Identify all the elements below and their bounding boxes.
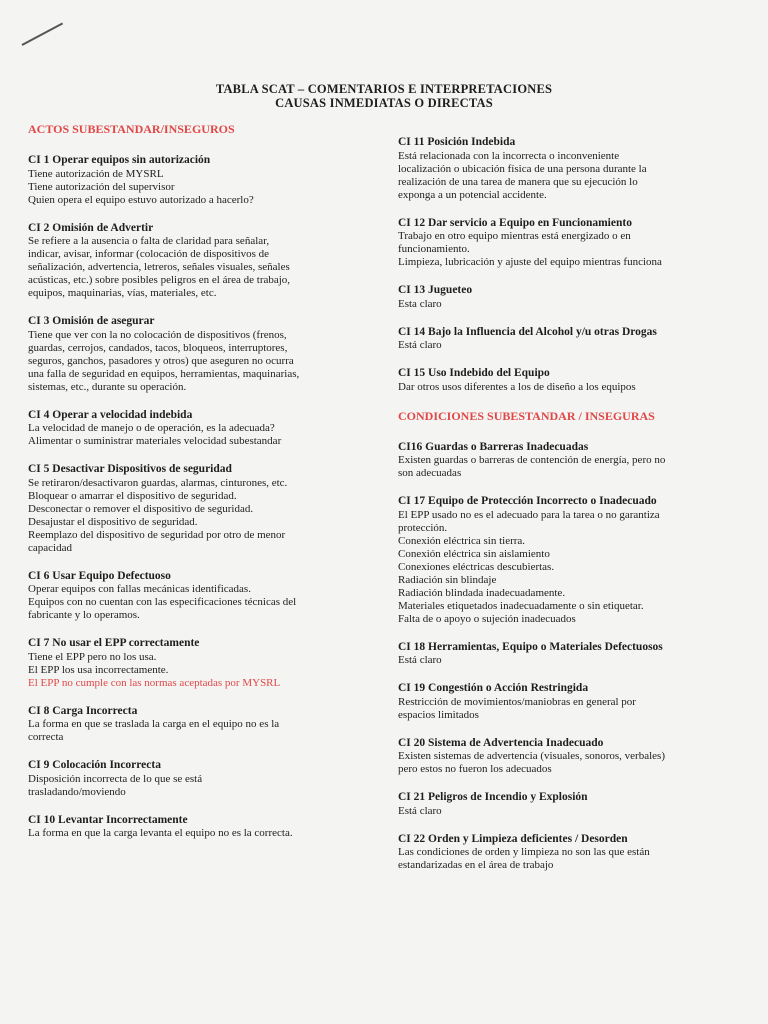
cause-description-line: Conexión eléctrica sin tierra. [398,534,526,547]
cause-title: CI 2 Omisión de Advertir [28,221,154,234]
cause-item [398,284,743,311]
cause-title: CI 1 Operar equipos sin autorización [28,154,211,166]
cause-item [398,495,743,626]
cause-description-line: Existen sistemas de advertencia (visuales, sonoros, verbales) [398,750,665,762]
cause-description-line: Radiación blindada inadecuadamente. [398,586,566,599]
cause-description-line: Trabajo en otro equipo mientras está energizado o en [398,230,631,242]
cause-title: CI 13 Jugueteo [398,284,473,296]
cause-item [398,367,743,394]
cause-item [398,641,743,668]
cause-description-line: localización o ubicación física de una persona durante la [398,162,647,175]
cause-description-line: Radiación sin blindaje [398,573,497,586]
cause-item [398,791,743,818]
cause-description-line: Desconectar o remover el dispositivo de seguridad. [28,502,254,515]
cause-description-line: Está claro [398,339,442,351]
cause-description-line: Desajustar el dispositivo de seguridad. [28,515,198,528]
cause-description-line: señalización, advertencia, letreros, señales visuales, señales [28,261,290,273]
right-column [398,136,743,887]
cause-description-line: Las condiciones de orden y limpieza no son las que están [398,846,650,858]
cause-description-line: son adecuadas [398,467,462,479]
header-subtitle: CAUSAS INMEDIATAS O DIRECTAS [275,96,493,110]
cause-description-line: Quien opera el equipo estuvo autorizado a hacerlo? [28,193,254,206]
cause-item [398,136,743,202]
cause-description-line: Está claro [398,654,442,666]
cause-description-line: exponga a un potencial accidente. [398,188,547,201]
cause-title: CI 8 Carga Incorrecta [28,704,138,717]
cause-description-line: una falla de seguridad en equipos, herramientas, maquinarias, [28,367,300,380]
cause-title: CI 11 Posición Indebida [398,136,516,148]
cause-description-line: Alimentar o suministrar materiales velocidad subestandar [28,435,282,447]
cause-item [398,737,743,777]
cause-item [398,682,743,722]
cause-description-line: estandarizadas en el área de trabajo [398,859,554,871]
cause-title: CI 9 Colocación Incorrecta [28,759,161,771]
cause-description-line: indicar, avisar, informar (colocación de dispositivos de [28,248,270,260]
cause-description-line: Tiene que ver con la no colocación de dispositivos (frenos, [28,328,287,341]
cause-highlight-line: El EPP no cumple con las normas aceptadas por MYSRL [28,676,281,689]
cause-description-line: Falta de o apoyo o sujeción inadecuados [398,612,576,625]
cause-item [28,463,363,555]
cause-description-line: pero estos no fueron los adecuados [398,763,552,775]
cause-description-line: Tiene autorización de MYSRL [28,167,164,180]
cause-title: CI 3 Omisión de asegurar [28,315,155,327]
cause-description-line: trasladando/moviendo [28,785,126,798]
cause-description-line: Está claro [398,804,442,817]
cause-title: CI 19 Congestión o Acción Restringida [398,682,589,694]
cause-title: CI 12 Dar servicio a Equipo en Funcionamiento [398,216,632,229]
cause-description-line: protección. [398,521,448,534]
cause-description-line: La velocidad de manejo o de operación, es la adecuada? [28,422,275,434]
cause-title: CI 6 Usar Equipo Defectuoso [28,569,171,582]
cause-description-line: El EPP usado no es el adecuado para la tarea o no garantiza [398,508,660,521]
cause-title: CI 22 Orden y Limpieza deficientes / Desorden [398,832,628,845]
cause-description-line: Se refiere a la ausencia o falta de claridad para señalar, [28,235,270,247]
header-title: TABLA SCAT – COMENTARIOS E INTERPRETACIONES [215,82,553,96]
cause-title: CI 5 Desactivar Dispositivos de seguridad [28,463,232,475]
cause-description-line: sistemas, etc., durante su operación. [28,380,187,393]
cause-description-line: Reemplazo del dispositivo de seguridad por otro de menor [28,528,286,541]
cause-description-line: Se retiraron/desactivaron guardas, alarmas, cinturones, etc. [28,476,288,489]
cause-description-line: La forma en que se traslada la carga en el equipo no es la [28,718,280,730]
cause-description-line: Equipos con no cuentan con las especificaciones técnicas del [28,596,297,608]
cause-description-line: Dar otros usos diferentes a los de diseño a los equipos [398,380,636,393]
cause-description-line: fabricante y lo operamos. [28,609,140,621]
cause-title: CI 17 Equipo de Protección Incorrecto o Inadecuado [398,495,657,507]
cause-title: CI16 Guardas o Barreras Inadecuadas [398,440,589,453]
cause-item [28,759,363,799]
cause-description-line: Tiene autorización del supervisor [28,180,175,193]
cause-title: CI 4 Operar a velocidad indebida [28,408,193,421]
cause-item [28,154,363,207]
cause-description-line: Materiales etiquetados inadecuadamente o sin etiquetar. [398,599,644,612]
section-heading-actos: ACTOS SUBESTANDAR/INSEGUROS [28,122,235,136]
cause-description-line: equipos, maquinarias, vías, materiales, etc. [28,287,217,299]
cause-title: CI 21 Peligros de Incendio y Explosión [398,791,588,803]
cause-item [28,814,363,841]
cause-title: CI 18 Herramientas, Equipo o Materiales Defectuosos [398,640,663,653]
cause-description-line: Operar equipos con fallas mecánicas identificadas. [28,583,251,595]
cause-item [398,833,743,873]
cause-item [28,637,363,690]
cause-item [28,315,363,394]
cause-description-line: Conexión eléctrica sin aislamiento [398,547,550,560]
cause-description-line: Disposición incorrecta de lo que se está [28,772,203,785]
cause-item [398,326,743,353]
cause-title: CI 14 Bajo la Influencia del Alcohol y/u otras Drogas [398,325,657,338]
cause-item [28,570,363,623]
cause-description-line: Bloquear o amarrar el dispositivo de seguridad. [28,489,237,502]
cause-description-line: Conexiones eléctricas descubiertas. [398,560,555,573]
cause-title: CI 10 Levantar Incorrectamente [28,813,188,826]
cause-item [28,222,363,301]
cause-item [28,705,363,745]
cause-description-line: Esta claro [398,297,442,310]
cause-description-line: capacidad [28,541,72,554]
cause-description-line: La forma en que la carga levanta el equipo no es la correcta. [28,827,293,839]
section-heading-condiciones: CONDICIONES SUBESTANDAR / INSEGURAS [398,408,655,423]
cause-item [398,441,743,481]
cause-description-line: Restricción de movimientos/maniobras en general por [398,695,636,708]
cause-title: CI 20 Sistema de Advertencia Inadecuado [398,736,604,749]
cause-description-line: Limpieza, lubricación y ajuste del equipo mientras funciona [398,256,662,268]
left-column [28,122,363,855]
cause-description-line: correcta [28,731,64,743]
cause-description-line: espacios limitados [398,708,479,721]
cause-item [398,217,743,270]
cause-description-line: acústicas, etc.) sobre posibles peligros en el área de trabajo, [28,274,291,286]
cause-description-line: funcionamiento. [398,243,470,255]
cause-description-line: Está relacionada con la incorrecta o inconveniente [398,149,620,162]
document-header [0,82,768,110]
cause-description-line: Tiene el EPP pero no los usa. [28,650,157,663]
cause-description-line: realización de una tarea de manera que su ejecución lo [398,175,638,188]
cause-description-line: El EPP los usa incorrectamente. [28,663,169,676]
pen-mark [22,23,64,46]
cause-item [28,409,363,449]
cause-description-line: guardas, cerrojos, candados, tacos, bloqueos, interruptores, [28,341,288,354]
cause-description-line: Existen guardas o barreras de contención de energía, pero no [398,454,666,466]
cause-title: CI 7 No usar el EPP correctamente [28,637,200,649]
cause-title: CI 15 Uso Indebido del Equipo [398,367,550,379]
cause-description-line: seguros, ganchos, pasadores y otros) que aseguren no ocurra [28,354,294,367]
